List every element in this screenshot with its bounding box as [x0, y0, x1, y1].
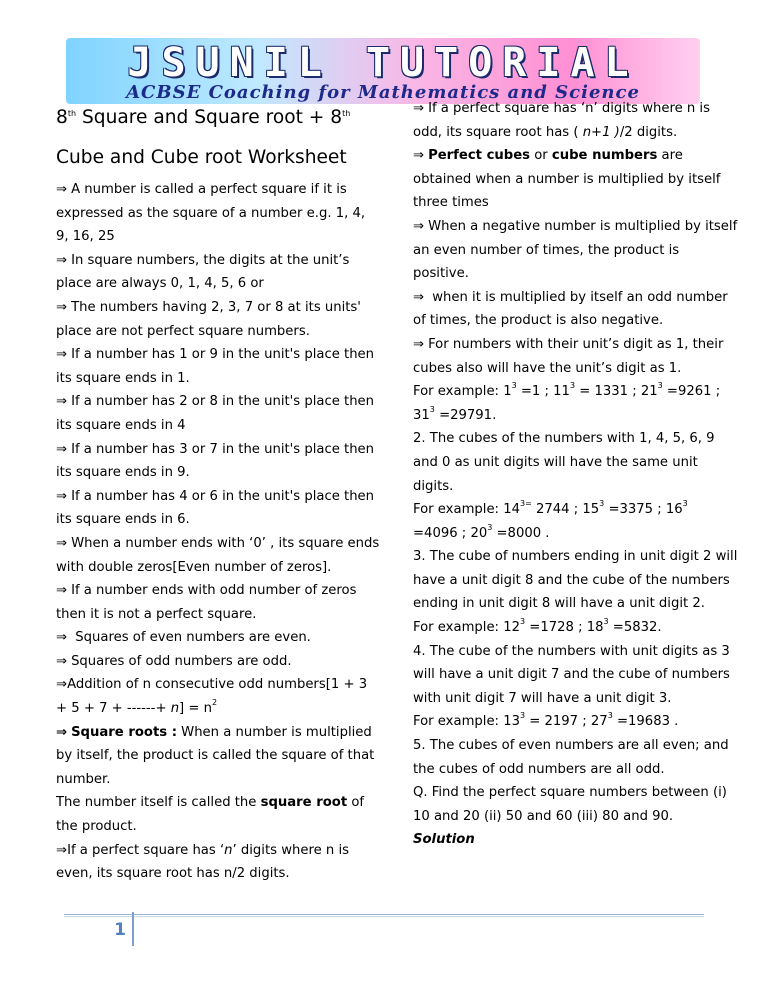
point-odd-squares: ⇒ Squares of odd numbers are odd. [56, 653, 292, 669]
point-unit-digits: ⇒ In square numbers, the digits at the unit’s place are always 0, 1, 4, 5, 6 or [56, 252, 350, 292]
banner-subtitle: ACBSE Coaching for Mathematics and Science [126, 82, 640, 103]
footer-rule-secondary [64, 916, 704, 917]
point-unit-2-8: 3. The cube of numbers ending in unit digit 2 will have a unit digit 8 and the cube of the numbers ending in unit digit 8 will have a unit digit 2. [413, 549, 738, 612]
point-ends-6: ⇒ If a number has 4 or 6 in the unit's place then its square ends in 6. [56, 488, 375, 528]
point-square-roots: ⇒ Square roots : When a number is multiplied by itself, the product is called the square of that number. [56, 724, 375, 787]
question: Q. Find the perfect square numbers between (i) 10 and 20 (ii) 50 and 60 (iii) 80 and 90. [413, 785, 727, 824]
point-square-root-def: The number itself is called the square root of the product. [56, 795, 365, 835]
point-even-squares: ⇒ Squares of even numbers are even. [56, 630, 311, 646]
point-same-unit: 2. The cubes of the numbers with 1, 4, 5, 6, 9 and 0 as unit digits will have the same unit digits. [413, 431, 715, 494]
footer-rule [64, 914, 704, 915]
point-negative-odd: ⇒ when it is multiplied by itself an odd number of times, the product is also negative. [413, 289, 728, 329]
banner-title: JSUNIL TUTORIAL [127, 40, 639, 86]
point-perfect-cubes: ⇒ Perfect cubes or cube numbers are obtained when a number is multiplied by itself three times [413, 148, 721, 211]
point-not-perfect: ⇒ The numbers having 2, 3, 7 or 8 at its units' place are not perfect square numbers. [56, 299, 361, 339]
example-4: For example: $13^3 = 2197$ ; $27^3 =19683$ . [413, 711, 679, 730]
point-even-digits: ⇒If a perfect square has ‘n’ digits where n is even, its square root has n/2 digits. [56, 842, 349, 882]
point-ends-0: ⇒ When a number ends with ‘0’ , its square ends with double zeros[Even number of zeros]. [56, 535, 380, 575]
left-column [56, 96, 381, 886]
right-column [413, 97, 738, 852]
point-ends-4: ⇒ If a number has 2 or 8 in the unit's place then its square ends in 4 [56, 394, 375, 433]
point-unit-one: ⇒ For numbers with their unit’s digit as 1, their cubes also will have the unit’s digit as 1. [413, 336, 724, 376]
point-negative-even: ⇒ When a negative number is multiplied by itself an even number of times, the product is positive. [413, 218, 738, 282]
page-number: 1 [114, 920, 126, 940]
point-ends-1: ⇒ If a number has 1 or 9 in the unit's place then its square ends in 1. [56, 347, 375, 386]
point-odd-digits: ⇒ If a perfect square has ‘n’ digits where n is odd, its square root has ( n+1 )/2 digits. [413, 101, 710, 140]
point-odd-zeros: ⇒ If a number ends with odd number of zeros then it is not a perfect square. [56, 583, 357, 622]
point-even-odd-cubes: 5. The cubes of even numbers are all even; and the cubes of odd numbers are all odd. [413, 738, 729, 777]
example-3: For example: $12^3 =1728$ ; $18^3 =5832$. [413, 617, 662, 636]
worksheet-title: 8th Square and Square root + 8th Cube and Cube root Worksheet [56, 107, 351, 168]
point-odd-sum: ⇒Addition of n consecutive odd numbers[1 + 3 + 5 + 7 + ------+ $n] = n^2$ [56, 677, 368, 717]
page-number-divider [132, 912, 134, 946]
point-perfect-square: ⇒ A number is called a perfect square if it is expressed as the square of a number e.g. 1, 4, 9, 16, 25 [56, 182, 366, 245]
example-1: For example: $1^3 =1$ ; $11^3 = 1331$ ; $21^3 =9261$ ; $31^3 =29791$. [413, 381, 721, 423]
point-ends-9: ⇒ If a number has 3 or 7 in the unit's place then its square ends in 9. [56, 441, 375, 481]
example-2: For example: $14^{3=}$ 2744 ; $15^3 =3375$ ; $16^3$ =4096 ; $20^3 =8000$ . [413, 499, 688, 541]
point-unit-3-7: 4. The cube of the numbers with unit digits as 3 will have a unit digit 7 and the cube of numbers with unit digit 7 will have a unit digit 3. [413, 643, 730, 706]
solution-label: Solution [413, 832, 475, 848]
header-banner [66, 38, 700, 104]
